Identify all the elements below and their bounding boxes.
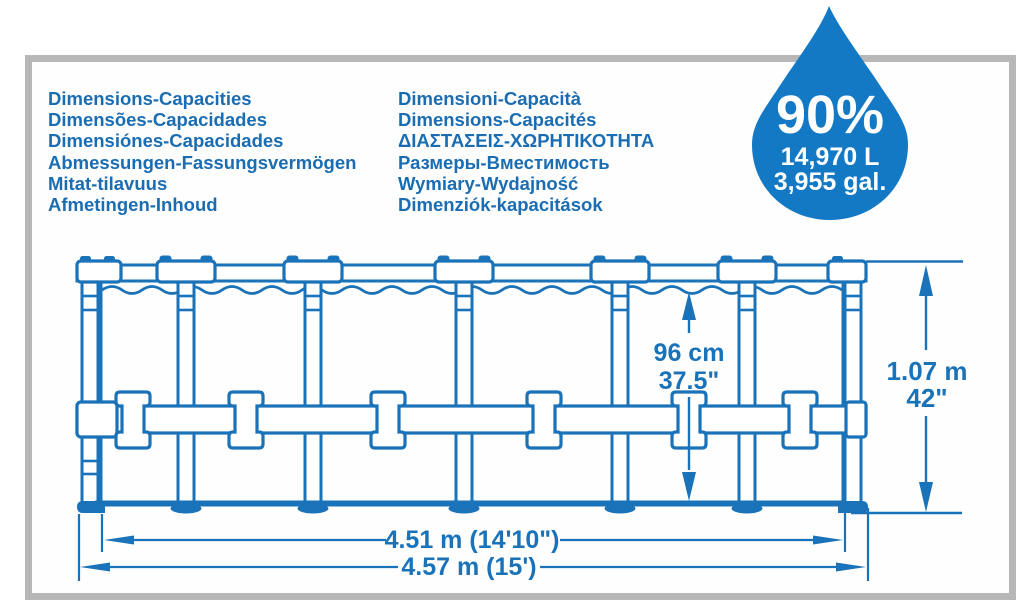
heading-fi: Mitat-tilavuus: [48, 172, 168, 194]
heading-ru: Размеры-Вместимость: [398, 151, 610, 173]
water-height-metric-label: 96 cm: [653, 339, 725, 367]
capacity-percent-label: 90%: [775, 85, 885, 145]
heading-nl: Afmetingen-Inhoud: [48, 194, 218, 216]
capacity-drop: [752, 6, 908, 220]
dimension-diameters: [79, 508, 868, 581]
heading-pl: Wymiary-Wydajność: [398, 172, 579, 194]
heading-de: Abmessungen-Fassungsvermögen: [48, 151, 357, 173]
dimension-frame-height: [851, 262, 967, 514]
inner-diameter-dimension: [104, 526, 843, 554]
outer-diameter-label: 4.57 m (15'): [401, 553, 537, 581]
rail-joints: [77, 256, 866, 282]
frame-posts: [82, 281, 861, 503]
arrow-right-icon: [836, 563, 866, 572]
pool-frame: [77, 256, 868, 514]
arrow-up-icon: [682, 292, 696, 320]
water-height-imperial-label: 37.5": [658, 367, 720, 395]
arrow-right-icon: [813, 536, 843, 545]
outer-diameter-dimension: [80, 553, 866, 581]
headings-column-2: [398, 88, 654, 215]
inner-diameter-label: 4.51 m (14'10"): [384, 526, 560, 554]
capacity-liters-label: 14,970 L: [780, 143, 880, 171]
capacity-gallons-label: 3,955 gal.: [773, 168, 887, 196]
heading-it: Dimensioni-Capacità: [398, 88, 581, 109]
arrow-down-icon: [682, 472, 696, 501]
arrow-up-icon: [919, 265, 933, 296]
arrow-left-icon: [80, 563, 110, 572]
arrow-down-icon: [919, 482, 933, 512]
frame-height-metric-label: 1.07 m: [886, 356, 968, 386]
heading-es: Dimensiónes-Capacidades: [48, 130, 284, 152]
arrow-left-icon: [104, 536, 134, 545]
frame-height-imperial-label: 42": [906, 383, 948, 413]
heading-pt: Dimensões-Capacidades: [48, 109, 268, 131]
heading-hu: Dimenziók-kapacitások: [398, 194, 603, 216]
heading-fr: Dimensions-Capacités: [398, 109, 597, 131]
heading-en: Dimensions-Capacities: [48, 88, 252, 109]
heading-el: ΔΙΑΣΤΑΣΕΙΣ-ΧΩΡΗΤΙΚΟΤΗΤΑ: [398, 130, 655, 152]
headings-column-1: [48, 88, 356, 215]
